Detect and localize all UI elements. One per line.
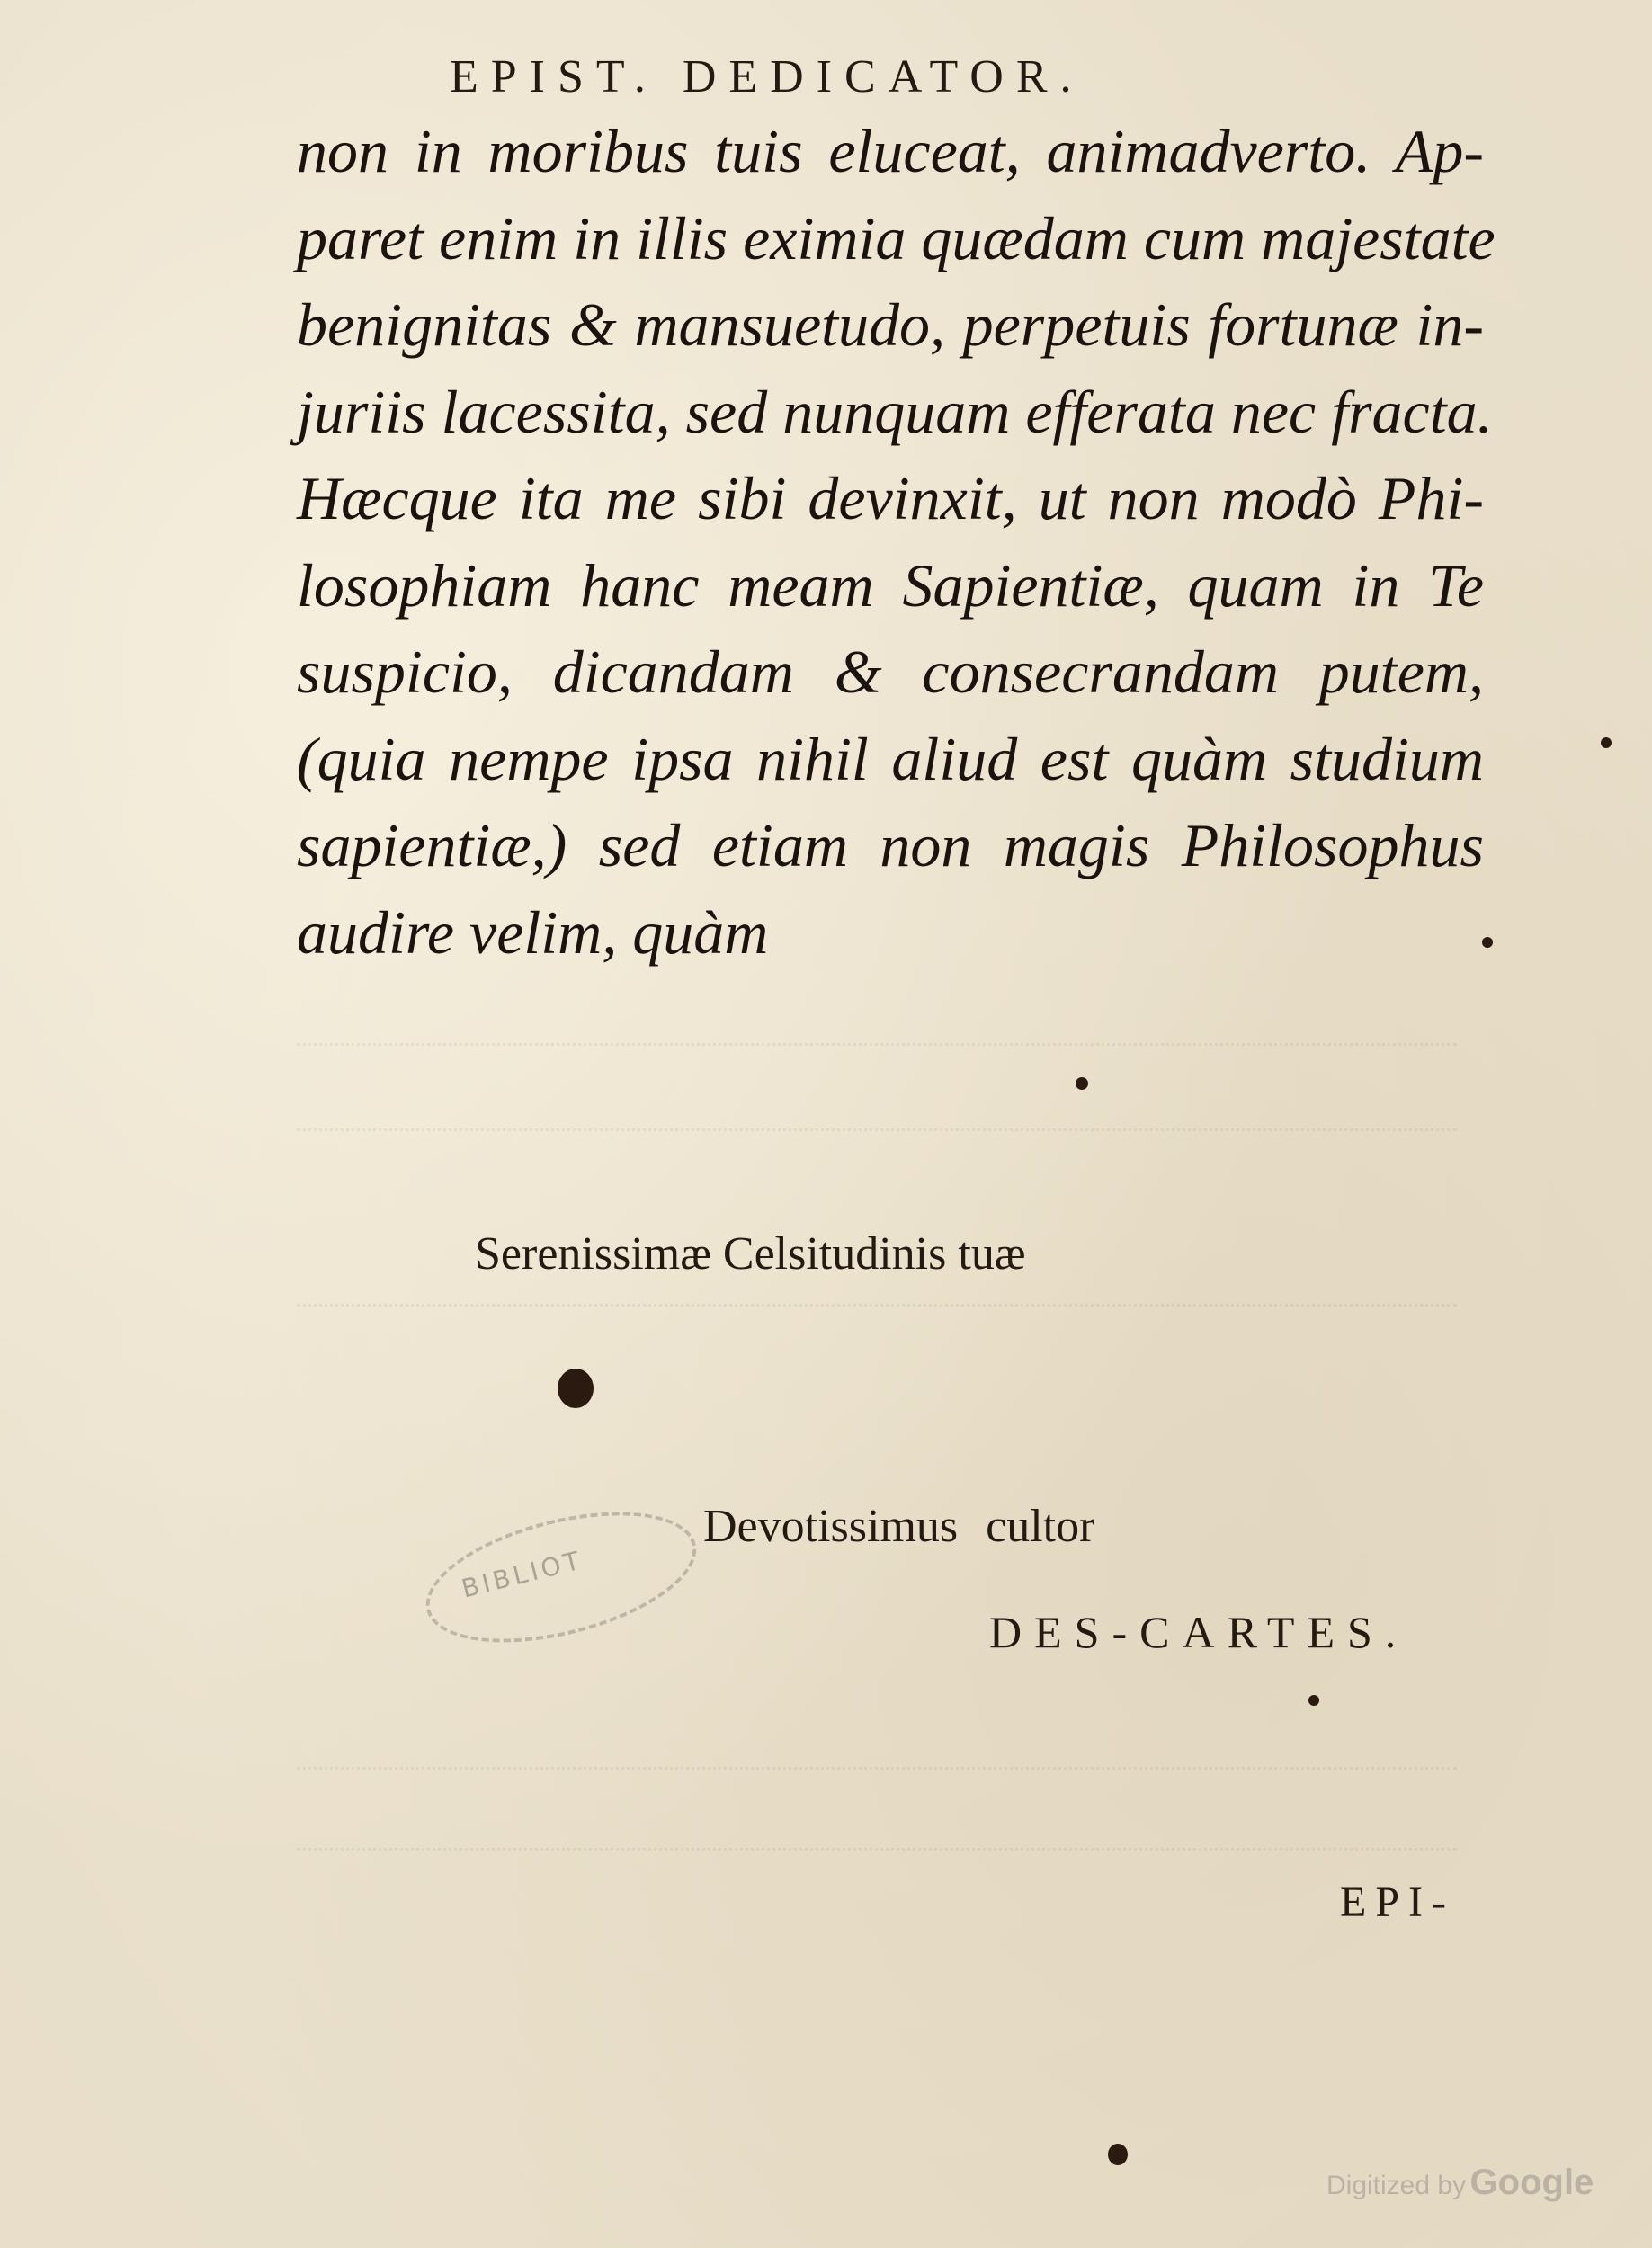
catchword: EPI-: [1340, 1878, 1455, 1926]
author-signature: DES-CARTES.: [989, 1607, 1409, 1657]
text-line: Hæcque ita me sibi devinxit, ut non modò Phi-: [297, 464, 1484, 532]
text-line: paret enim in illis eximia quædam cum majestate: [297, 203, 1496, 272]
closing-salutation: Serenissimæ Celsitudinis tuæ: [475, 1228, 1026, 1280]
show-through-line: [297, 1304, 1457, 1325]
body-text: [297, 108, 1496, 976]
text-line: sapientiæ,) sed etiam non magis Philosophus: [297, 811, 1484, 879]
show-through-line: [297, 1767, 1457, 1788]
ink-dot: [1308, 1695, 1319, 1706]
ink-blot: [558, 1369, 594, 1408]
show-through-line: [297, 1128, 1457, 1149]
show-through-line: [297, 1848, 1457, 1869]
ink-blot: [1108, 2144, 1128, 2165]
ink-dot: [1076, 1077, 1088, 1090]
watermark-brand: Google: [1469, 2163, 1594, 2202]
show-through-line: [297, 1043, 1457, 1064]
text-line: benignitas & mansuetudo, perpetuis fortunæ in-: [297, 290, 1484, 359]
text-line: audire velim, quàm: [297, 897, 769, 967]
text-line: suspicio, dicandam & consecrandam putem,: [297, 638, 1484, 706]
library-stamp: [413, 1488, 710, 1667]
text-line: juriis lacessita, sed nunquam efferata nec fracta.: [297, 377, 1493, 446]
ink-dot: [1601, 737, 1612, 748]
watermark-prefix: Digitized by: [1326, 2171, 1467, 2200]
text-line: losophiam hanc meam Sapientiæ, quam in Te: [297, 550, 1484, 620]
text-line: (quia nempe ipsa nihil aliud est quàm studium: [297, 724, 1484, 793]
ink-dot: [1482, 937, 1493, 948]
library-stamp-text: BIBLIOT: [459, 1545, 586, 1604]
devotion-line: Devotissimus cultor: [703, 1501, 1095, 1552]
digitization-watermark: [1326, 2163, 1594, 2203]
running-head: EPIST. DEDICATOR.: [450, 51, 1085, 103]
text-line: non in moribus tuis eluceat, animadverto. Ap-: [297, 117, 1484, 185]
